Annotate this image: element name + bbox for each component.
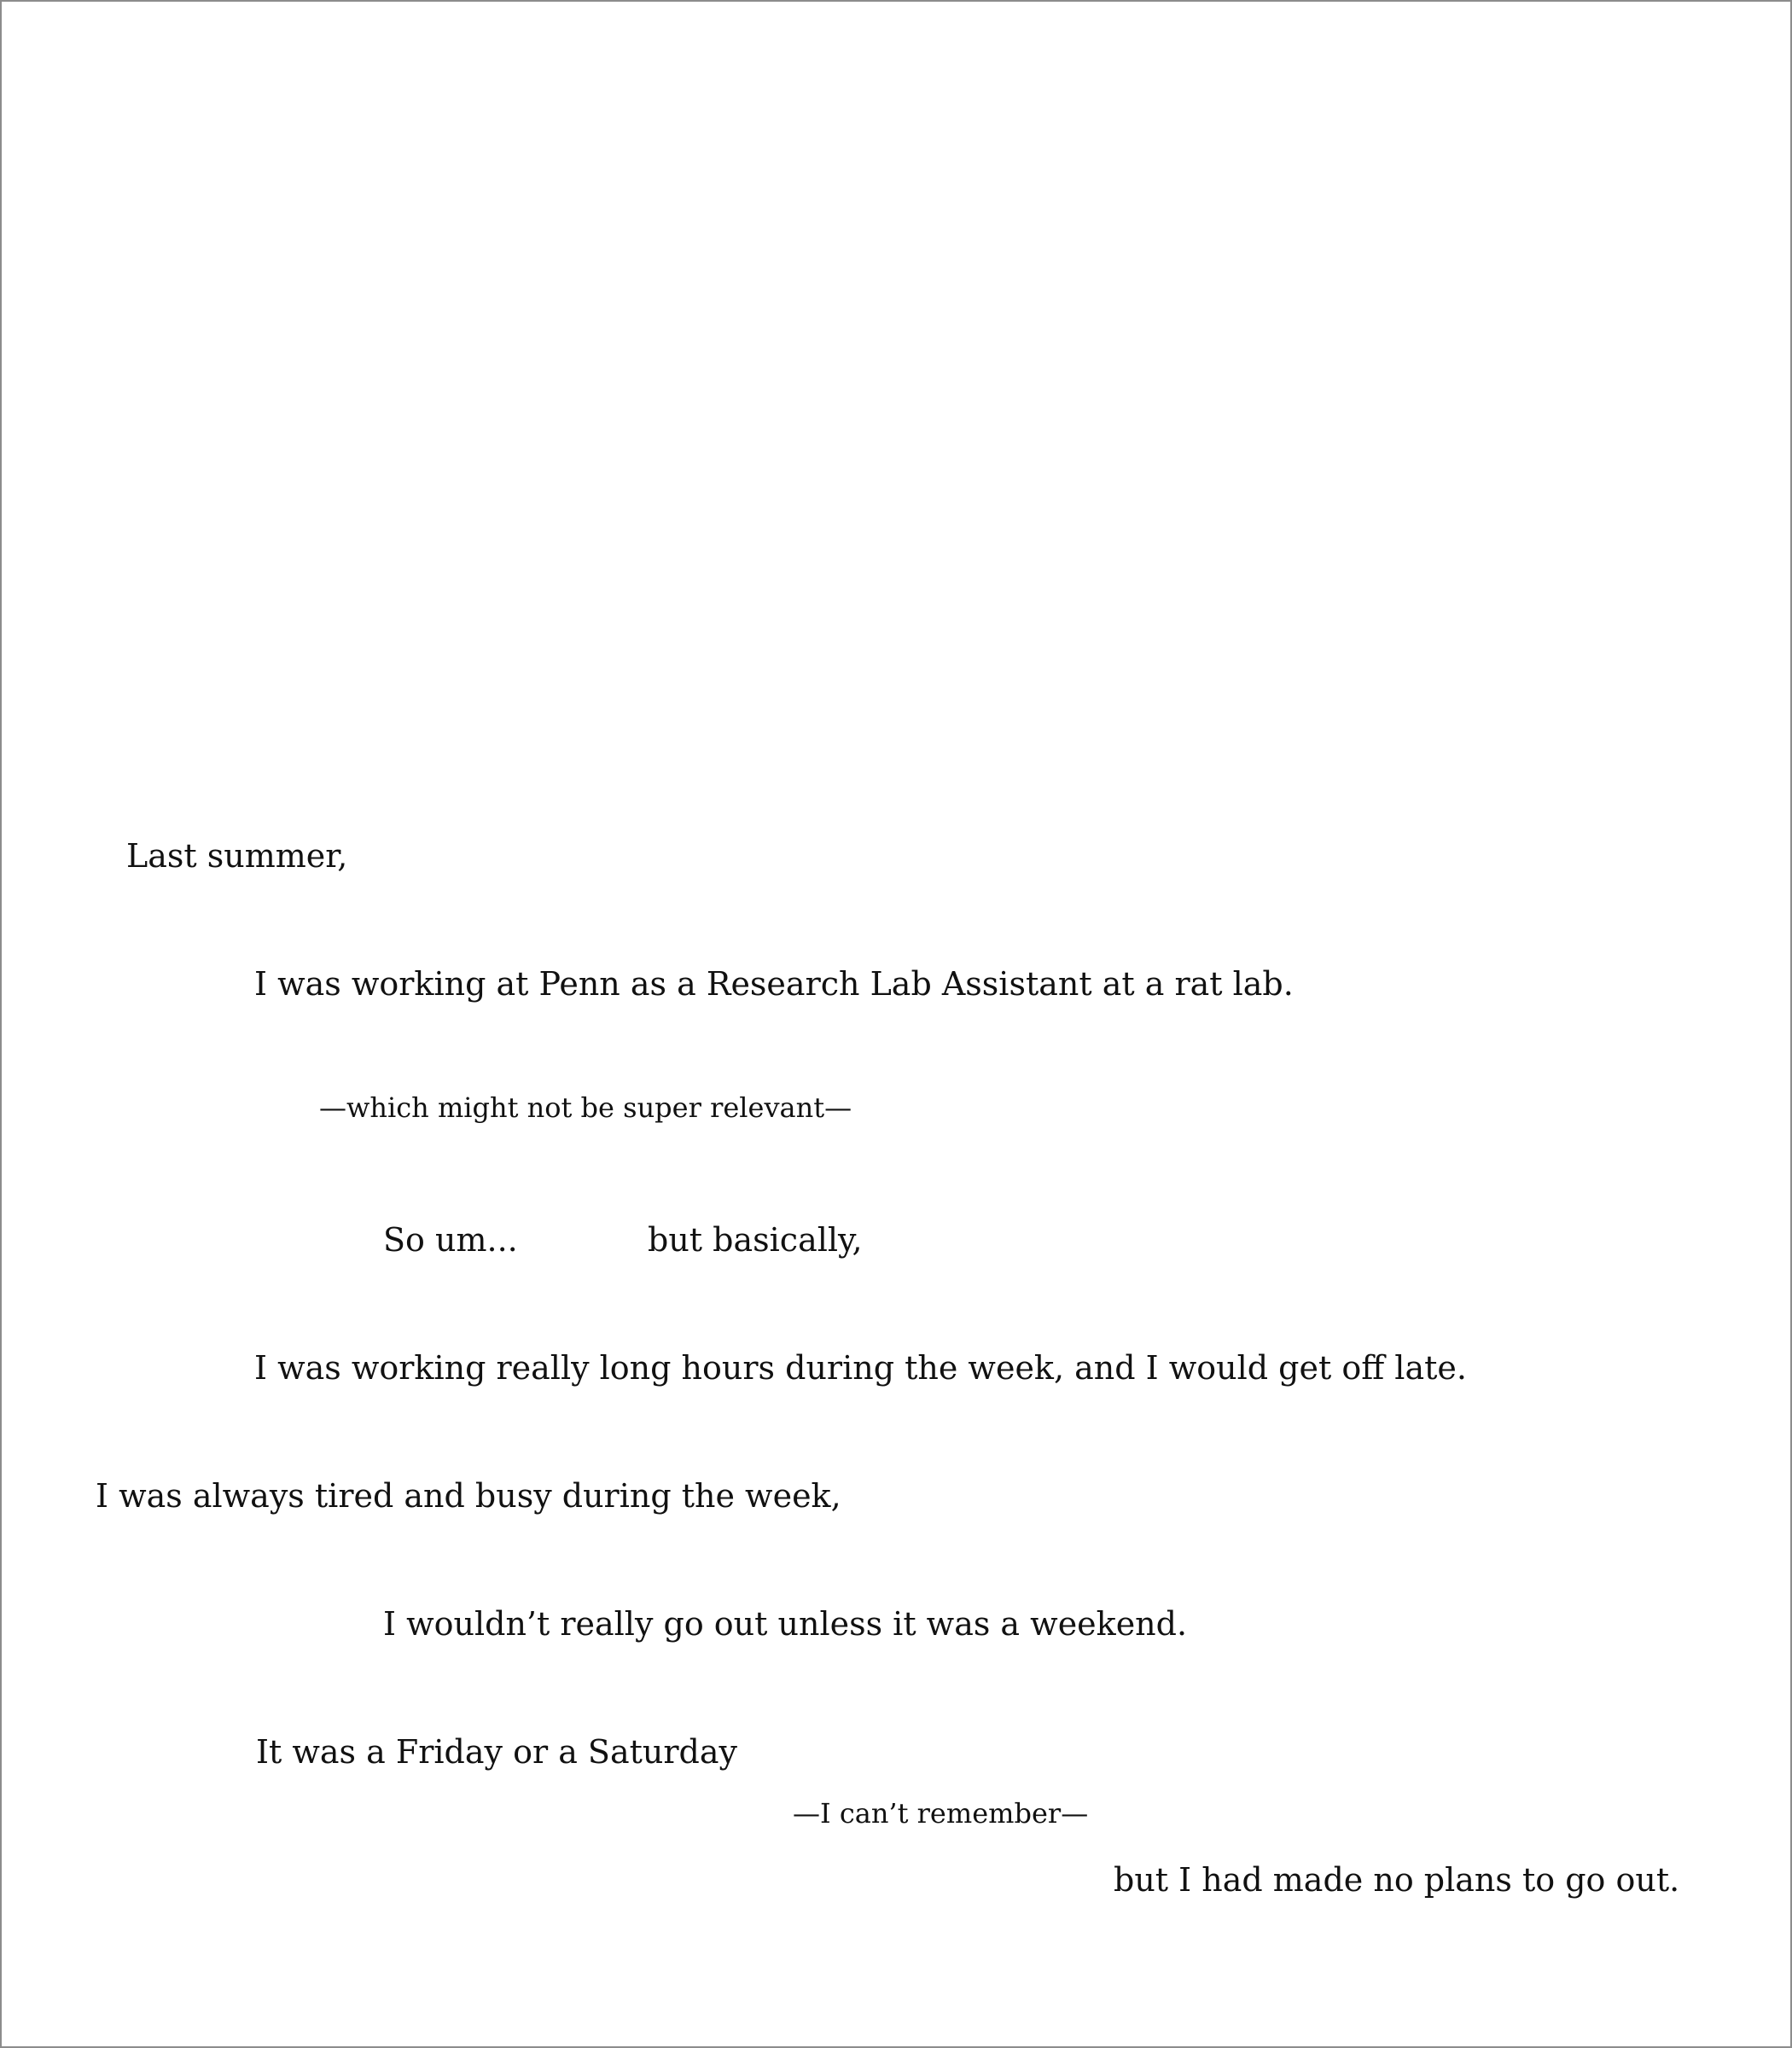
poem-line-8: but I had made no plans to go out. <box>1114 1861 1680 1899</box>
poem-aside-1: —which might not be super relevant— <box>319 1091 852 1124</box>
poem-line-7: It was a Friday or a Saturday <box>256 1733 737 1771</box>
poem-line-1: Last summer, <box>126 837 348 875</box>
poem-line-5: I was always tired and busy during the week, <box>96 1477 841 1515</box>
poem-line-6: I wouldn’t really go out unless it was a weekend. <box>383 1605 1188 1643</box>
poem-line-4: I was working really long hours during the week, and I would get off late. <box>254 1349 1467 1387</box>
poem-aside-2: —I can’t remember— <box>793 1797 1089 1830</box>
poem-line-3b: but basically, <box>648 1221 863 1259</box>
poem-line-2: I was working at Penn as a Research Lab Assistant at a rat lab. <box>254 965 1294 1003</box>
poem-line-3a: So um... <box>383 1221 518 1259</box>
